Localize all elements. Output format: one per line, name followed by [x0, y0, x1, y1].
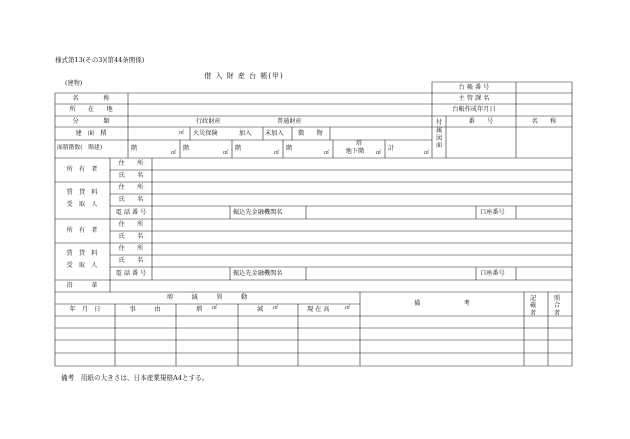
owner-address-label-2: 住 所 — [118, 221, 144, 228]
col-date-header: 年 月 日 — [69, 306, 101, 313]
floor-area-label: 面積階数( 階建) — [57, 145, 103, 151]
floor-unit-4: ㎡ — [324, 150, 330, 156]
lessor-address-label-2: 住 所 — [118, 245, 144, 252]
total-label: 計 — [388, 145, 395, 152]
lessor-label-1a: 賃 貸 料 — [66, 189, 98, 196]
lessor-address-label-1: 住 所 — [118, 184, 144, 191]
attachment-number-header: 番 号 — [468, 118, 494, 125]
classification-row-label: 分 類 — [72, 118, 110, 125]
form-number: 様式第13(その3)(第44条関係) — [55, 56, 145, 64]
floor-label-4: 階 — [286, 145, 293, 152]
lessor-label-2b: 受 取 人 — [66, 262, 98, 269]
floor-unit-3: ㎡ — [274, 150, 280, 156]
checker-header: 照合者 — [554, 295, 561, 317]
register-date-label: 台帳作成年月日 — [452, 106, 496, 113]
history-label: 沿 革 — [66, 282, 98, 289]
remarks-header: 備 考 — [414, 300, 470, 307]
lessor-name-label-2: 氏 名 — [118, 257, 144, 264]
register-number-label: 台 帳 番 号 — [458, 84, 490, 91]
insured-label: 加入 — [239, 130, 252, 137]
tower-label: 塔 — [355, 140, 363, 147]
floor-unit-total: ㎡ — [424, 150, 430, 156]
floor-label-2: 階 — [183, 145, 190, 152]
lessor-label-2a: 賃 貸 料 — [66, 250, 98, 257]
col-current-unit: ㎡ — [345, 305, 351, 311]
basement-label: 地下階 — [345, 148, 365, 155]
recorder-header: 記載者 — [530, 295, 537, 317]
account-label-2: 口座番号 — [480, 270, 505, 277]
floor-unit-2: ㎡ — [223, 150, 229, 156]
changes-group-header: 増 減 異 動 — [166, 294, 248, 301]
floor-label-1: 階 — [131, 145, 138, 152]
col-decrease-unit: ㎡ — [273, 305, 279, 311]
owner-label-2: 所 有 者 — [66, 227, 98, 234]
owner-address-label-1: 住 所 — [118, 160, 144, 167]
account-label-1: 口座番号 — [480, 209, 505, 216]
lessor-phone-label-1: 電 話 番 号 — [115, 209, 147, 216]
administrative-property-label: 行政財産 — [196, 118, 221, 125]
col-increase-unit: ㎡ — [212, 305, 218, 311]
col-increase-header: 増 — [196, 306, 203, 313]
lessor-label-1b: 受 取 人 — [66, 201, 98, 208]
name-row-label: 名 称 — [72, 95, 110, 102]
attachment-name-header: 名 称 — [531, 118, 557, 125]
lessor-phone-label-2: 電 話 番 号 — [115, 270, 147, 277]
page-title: 借 入 財 産 台 帳(甲) — [204, 72, 284, 80]
bank-label-2: 振込先金融機関名 — [233, 270, 283, 277]
floor-unit-5: ㎡ — [376, 150, 382, 156]
footnote: 備考 用紙の大きさは、日本産業規格A4とする。 — [61, 374, 209, 382]
owner-label-1: 所 有 者 — [66, 166, 98, 173]
col-reason-header: 事 由 — [129, 306, 161, 313]
col-current-header: 現 在 高 — [307, 306, 330, 313]
category-label: (建物) — [65, 80, 83, 87]
uninsured-label: 未加入 — [265, 130, 284, 137]
ordinary-property-label: 普通財産 — [277, 118, 302, 125]
col-decrease-header: 減 — [257, 306, 264, 313]
bank-label-1: 振込先金融機関名 — [233, 209, 283, 216]
attachment-label: 付属図面 — [436, 119, 443, 150]
fire-insurance-label: 火災保険 — [193, 130, 218, 137]
building-area-label: 建 面 積 — [75, 130, 107, 137]
floor-unit-1: ㎡ — [171, 150, 177, 156]
requisition-label: 徴 物 — [298, 130, 323, 137]
location-row-label: 所 在 地 — [69, 106, 113, 113]
lessor-name-label-1: 氏 名 — [118, 196, 144, 203]
building-area-unit: ㎡ — [179, 130, 185, 136]
owner-name-label-2: 氏 名 — [118, 233, 144, 240]
register-dept-label: 主 管 課 名 — [458, 95, 490, 102]
owner-name-label-1: 氏 名 — [118, 172, 144, 179]
floor-label-3: 階 — [235, 145, 242, 152]
